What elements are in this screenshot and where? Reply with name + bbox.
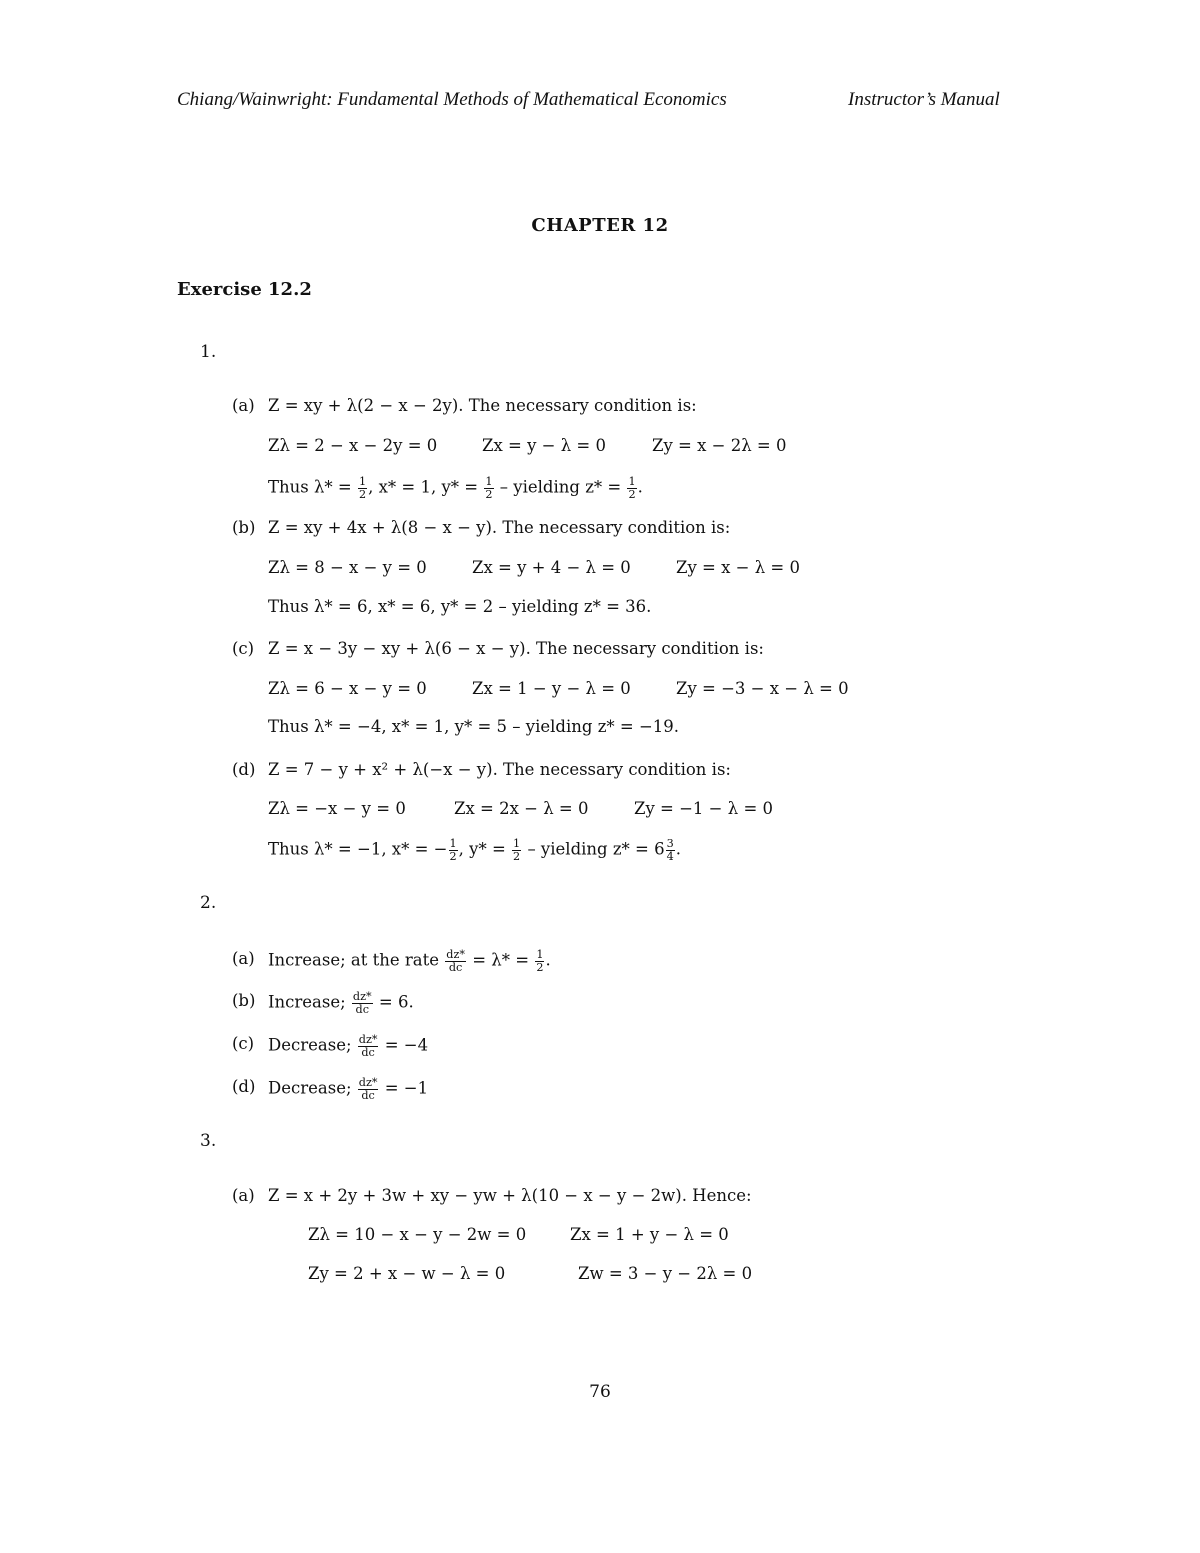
- numerator: 3: [666, 837, 674, 850]
- solution-text: Thus λ* =: [268, 477, 352, 497]
- fraction: [666, 838, 675, 863]
- answer-text: Decrease;: [268, 1078, 352, 1098]
- fraction: [358, 476, 367, 501]
- answer-text: = −1: [384, 1078, 429, 1098]
- answer-text: Decrease;: [268, 1035, 352, 1055]
- part-statement: Z = x + 2y + 3w + xy − yw + λ(10 − x − y − 2w). Hence:: [268, 1186, 752, 1205]
- denominator: 2: [485, 487, 493, 501]
- equation: Zy = −3 − x − λ = 0: [676, 679, 849, 698]
- problem-number: 2.: [200, 893, 217, 913]
- derivative: [358, 1077, 379, 1102]
- numerator: dz*: [446, 948, 465, 961]
- equation: Zw = 3 − y − 2λ = 0: [578, 1264, 753, 1283]
- page-number: 76: [589, 1382, 611, 1402]
- fraction: [627, 476, 636, 501]
- solution-line: [268, 838, 681, 863]
- solution-text: , x* = 1, y* =: [368, 477, 479, 497]
- equation: Zy = 2 + x − w − λ = 0: [308, 1264, 506, 1283]
- answer-text: = −4: [384, 1035, 429, 1055]
- derivative: [358, 1034, 379, 1059]
- denominator: 2: [359, 487, 367, 501]
- part-label: (d): [232, 760, 256, 779]
- part-label: (b): [232, 991, 256, 1010]
- part-statement: Z = 7 − y + x² + λ(−x − y). The necessary condition is:: [268, 760, 731, 779]
- part-label: (b): [232, 518, 256, 537]
- equation: Zy = −1 − λ = 0: [634, 799, 774, 818]
- part-statement: Z = xy + λ(2 − x − 2y). The necessary condition is:: [268, 396, 697, 415]
- part-label: (a): [232, 949, 255, 968]
- numerator: 1: [359, 475, 367, 488]
- derivative: [352, 991, 373, 1016]
- fraction: [449, 838, 458, 863]
- denominator: dc: [355, 1002, 369, 1016]
- part-label: (d): [232, 1077, 256, 1096]
- equation: Zλ = 2 − x − 2y = 0: [268, 436, 438, 455]
- denominator: 2: [628, 487, 636, 501]
- denominator: 2: [536, 960, 544, 974]
- numerator: 1: [485, 475, 493, 488]
- solution-line: Thus λ* = −4, x* = 1, y* = 5 – yielding z* = −19.: [268, 717, 680, 736]
- solution-text: – yielding z* =: [499, 477, 622, 497]
- part-label: (a): [232, 1186, 255, 1205]
- part-answer: [268, 991, 414, 1016]
- denominator: 2: [513, 849, 521, 863]
- part-statement: Z = xy + 4x + λ(8 − x − y). The necessary condition is:: [268, 518, 731, 537]
- equation: Zx = 2x − λ = 0: [454, 799, 589, 818]
- solution-text: – yielding z* = 6: [527, 839, 665, 859]
- solution-text: .: [675, 839, 681, 859]
- equation: Zλ = −x − y = 0: [268, 799, 406, 818]
- part-statement: Z = x − 3y − xy + λ(6 − x − y). The necessary condition is:: [268, 639, 764, 658]
- equation: Zλ = 10 − x − y − 2w = 0: [308, 1225, 527, 1244]
- chapter-title: CHAPTER 12: [531, 215, 669, 236]
- equation: Zλ = 8 − x − y = 0: [268, 558, 427, 577]
- exercise-heading: Exercise 12.2: [177, 279, 312, 300]
- problem-number: 3.: [200, 1131, 217, 1151]
- equation: Zx = 1 − y − λ = 0: [472, 679, 631, 698]
- header-manual-label: Instructor’s Manual: [848, 89, 1000, 110]
- numerator: 1: [536, 948, 544, 961]
- header-book-title: Chiang/Wainwright: Fundamental Methods of Mathematical Economics: [177, 89, 727, 110]
- answer-text: = λ* =: [472, 950, 530, 970]
- denominator: dc: [361, 1045, 375, 1059]
- part-label: (c): [232, 1034, 255, 1053]
- part-label: (c): [232, 639, 255, 658]
- denominator: dc: [448, 960, 463, 974]
- answer-text: Increase; at the rate: [268, 950, 440, 970]
- equation: Zy = x − λ = 0: [676, 558, 800, 577]
- numerator: dz*: [358, 1076, 378, 1089]
- denominator: 4: [666, 849, 674, 863]
- derivative: [445, 949, 466, 974]
- numerator: dz*: [358, 1033, 378, 1046]
- problem-number: 1.: [200, 342, 217, 362]
- solution-line: [268, 476, 643, 501]
- answer-text: Increase;: [268, 992, 346, 1012]
- solution-text: .: [637, 477, 643, 497]
- answer-text: .: [545, 950, 551, 970]
- numerator: 1: [628, 475, 636, 488]
- denominator: dc: [361, 1088, 375, 1102]
- equation: Zx = 1 + y − λ = 0: [570, 1225, 729, 1244]
- answer-text: = 6.: [378, 992, 414, 1012]
- fraction: [512, 838, 521, 863]
- numerator: dz*: [352, 990, 372, 1003]
- solution-text: Thus λ* = −1, x* = −: [268, 839, 448, 859]
- equation: Zλ = 6 − x − y = 0: [268, 679, 427, 698]
- equation: Zy = x − 2λ = 0: [652, 436, 787, 455]
- part-answer: [268, 1077, 428, 1102]
- equation: Zx = y + 4 − λ = 0: [472, 558, 631, 577]
- numerator: 1: [513, 837, 521, 850]
- equation: Zx = y − λ = 0: [482, 436, 606, 455]
- fraction: [484, 476, 493, 501]
- part-answer: [268, 949, 551, 974]
- part-label: (a): [232, 396, 255, 415]
- fraction: [535, 949, 544, 974]
- solution-text: , y* =: [458, 839, 506, 859]
- solution-line: Thus λ* = 6, x* = 6, y* = 2 – yielding z* = 36.: [268, 597, 652, 616]
- denominator: 2: [449, 849, 457, 863]
- numerator: 1: [449, 837, 457, 850]
- part-answer: [268, 1034, 428, 1059]
